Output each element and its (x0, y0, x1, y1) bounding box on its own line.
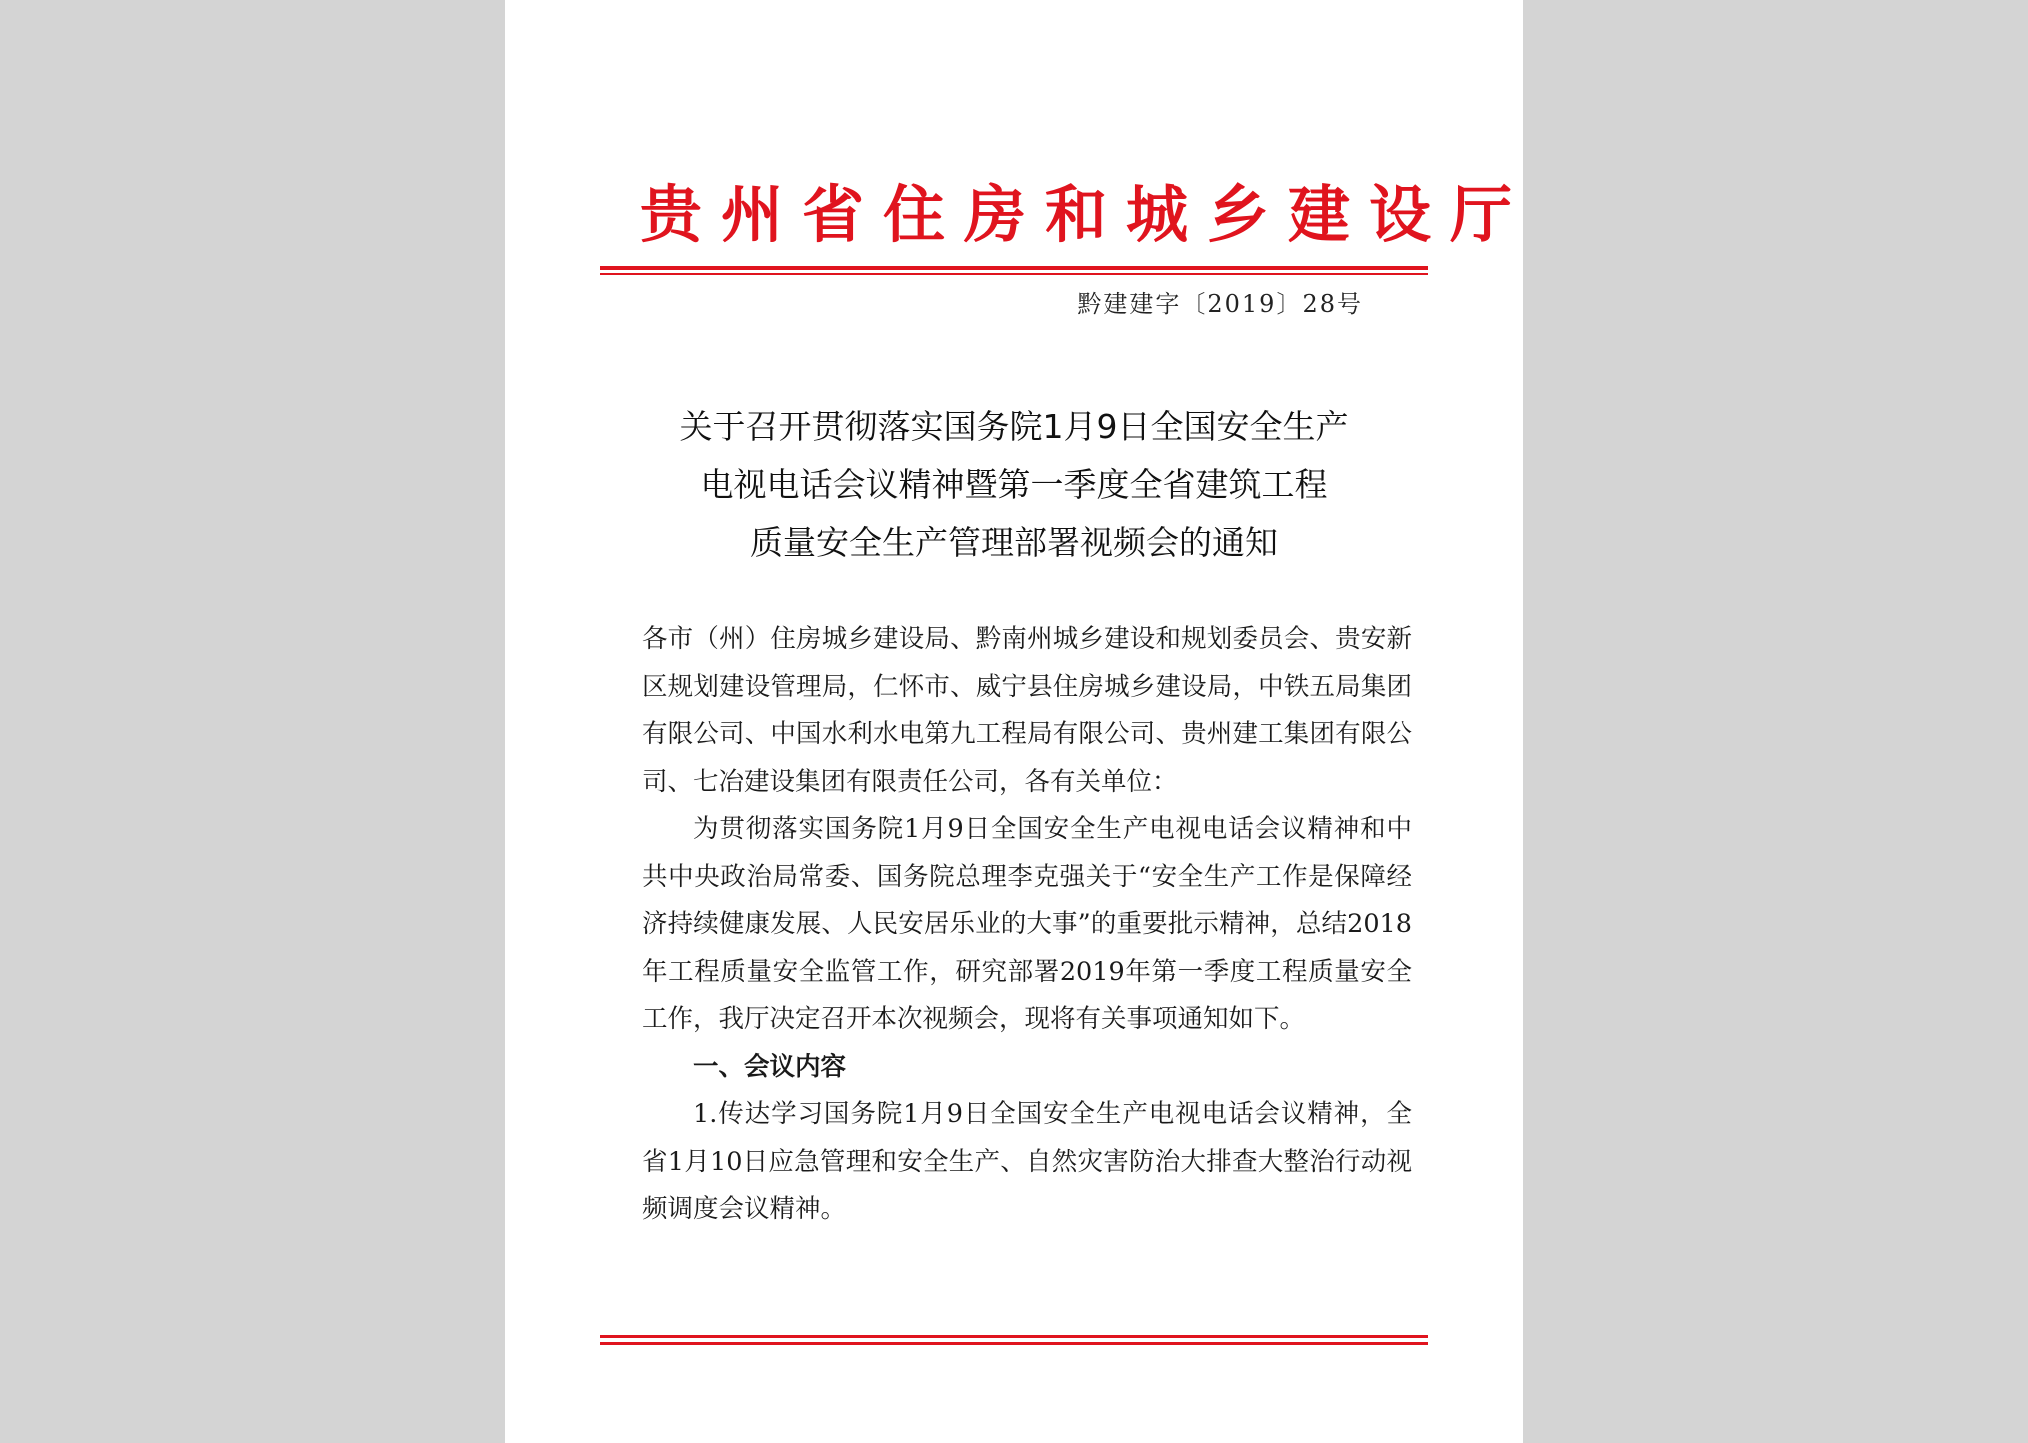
footer-rule-bottom (600, 1342, 1428, 1345)
agency-letterhead: 贵州省住房和城乡建设厅 (640, 178, 1532, 251)
document-body (642, 616, 1412, 1234)
footer-rule-top (600, 1335, 1428, 1338)
addressees-paragraph: 各市（州）住房城乡建设局、黔南州城乡建设和规划委员会、贵安新区规划建设管理局，仁怀市、威宁县住房城乡建设局，中铁五局集团有限公司、中国水利水电第九工程局有限公司、贵州建工集团有限公司、七冶建设集团有限责任公司，各有关单位： (642, 624, 1412, 797)
section-heading-meeting-content: 一、会议内容 (693, 1051, 847, 1082)
title-line-1: 关于召开贯彻落实国务院1月9日全国安全生产 (679, 407, 1349, 446)
document-number: 黔建建字〔2019〕28号 (1077, 290, 1363, 318)
title-line-2: 电视电话会议精神暨第一季度全省建筑工程 (700, 465, 1328, 504)
title-line-3: 质量安全生产管理部署视频会的通知 (750, 523, 1278, 562)
intro-paragraph: 为贯彻落实国务院1月9日全国安全生产电视电话会议精神和中共中央政治局常委、国务院总理李克强关于“安全生产工作是保障经济持续健康发展、人民安居乐业的大事”的重要批示精神，总结2018年工程质量安全监管工作，研究部署2019年第一季度工程质量安全工作，我厅决定召开本次视频会，现将有关事项通知如下。 (642, 814, 1412, 1034)
document-page (505, 0, 1532, 1443)
letterhead-thick-rule (600, 266, 1428, 270)
document-title (600, 398, 1428, 572)
letterhead-thin-rule (600, 273, 1428, 275)
item-1-paragraph: 1.传达学习国务院1月9日全国安全生产电视电话会议精神，全省1月10日应急管理和安全生产、自然灾害防治大排查大整治行动视频调度会议精神。 (642, 1099, 1412, 1224)
